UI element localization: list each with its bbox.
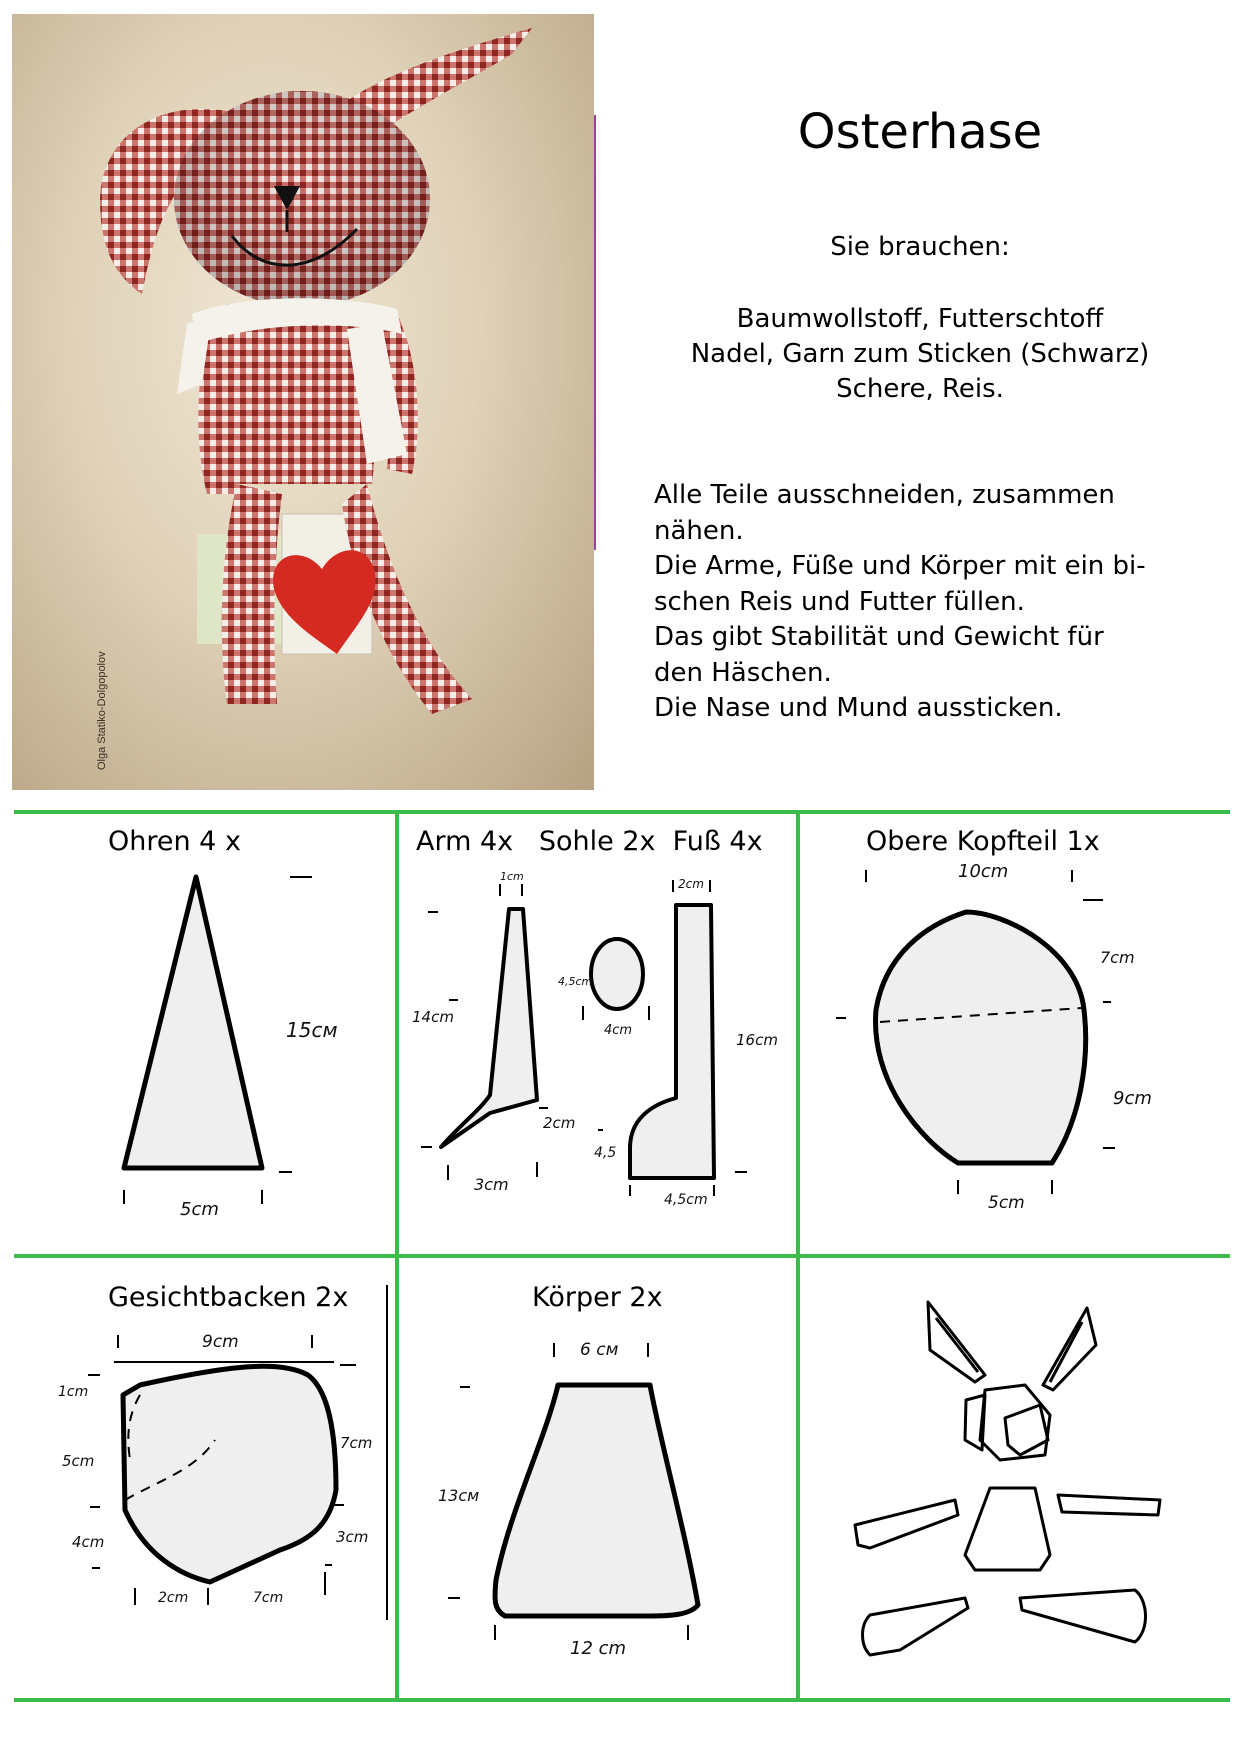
head-base-label: 5cm <box>988 1193 1025 1213</box>
sole-height-label: 4,5cm <box>558 975 593 988</box>
sketch-arm-right <box>1058 1495 1160 1515</box>
arm-base-label: 3cm <box>474 1175 509 1194</box>
sketch-body <box>965 1488 1050 1570</box>
sketch-leg-left <box>863 1598 969 1655</box>
arm-pattern <box>441 909 537 1147</box>
body-title: Körper 2x <box>532 1282 663 1313</box>
instruction-line: Die Nase und Mund aussticken. <box>654 693 1063 723</box>
leg-base-label: 4,5cm <box>664 1192 708 1208</box>
ears-title: Ohren 4 x <box>108 826 241 857</box>
ear-base-label: 5cm <box>180 1199 219 1220</box>
cheek-left-small-label: 1cm <box>58 1384 89 1400</box>
head-width-label: 10cm <box>958 861 1009 882</box>
cheek-left-low-label: 4cm <box>72 1533 105 1551</box>
body-height-label: 13cм <box>438 1486 480 1505</box>
leg-side-label: 4,5 <box>594 1145 617 1161</box>
leg-pattern <box>630 905 714 1178</box>
head-upper-label: 7cm <box>1100 948 1135 967</box>
instruction-line: schen Reis und Futter füllen. <box>654 586 1025 617</box>
sketch-head <box>980 1385 1050 1460</box>
sole-pattern <box>591 939 643 1009</box>
cheek-left-label: 5cm <box>62 1452 95 1470</box>
cheek-pattern <box>123 1366 336 1582</box>
photo-credit: Olga Statiko-Dolgopolov <box>96 651 108 770</box>
instruction-line: nähen. <box>654 515 744 546</box>
arm-height-label: 14cm <box>412 1008 454 1026</box>
cheek-right-low-label: 3cm <box>336 1528 369 1546</box>
ear-height-label: 15cм <box>286 1018 338 1042</box>
sketch-arm-left <box>855 1500 958 1548</box>
head-top-title: Obere Kopfteil 1x <box>866 826 1100 857</box>
assembly-sketch <box>855 1302 1160 1655</box>
arm-foot-label: 2cm <box>543 1114 576 1132</box>
ear-pattern <box>124 877 262 1168</box>
materials-heading: Sie brauchen: <box>830 232 1010 262</box>
sketch-cheek-left <box>965 1395 985 1450</box>
material-line: Baumwollstoff, Futterschtoff <box>736 304 1104 334</box>
material-line: Nadel, Garn zum Sticken (Schwarz) <box>690 339 1150 369</box>
sketch-leg-right <box>1020 1590 1146 1642</box>
body-base-label: 12 cm <box>570 1638 627 1659</box>
arm-top-label: 1cm <box>500 870 524 883</box>
instruction-line: Das gibt Stabilität und Gewicht für <box>654 622 1104 652</box>
body-pattern <box>495 1385 698 1616</box>
limbs-title: Arm 4x Sohle 2x Fuß 4x <box>416 826 763 857</box>
cheek-bottom-right-label: 7cm <box>253 1590 284 1606</box>
leg-top-label: 2cm <box>678 877 704 891</box>
cheek-top-label: 9cm <box>202 1332 239 1352</box>
leg-height-label: 16cm <box>736 1031 778 1049</box>
page-title: Osterhase <box>797 104 1043 160</box>
body-top-label: 6 cм <box>580 1340 619 1360</box>
sole-width-label: 4cm <box>604 1023 633 1038</box>
cheeks-title: Gesichtbacken 2x <box>108 1282 349 1313</box>
instruction-line: den Häschen. <box>654 657 832 688</box>
head-top-pattern <box>876 912 1086 1163</box>
material-line: Schere, Reis. <box>836 374 1004 404</box>
instruction-line: Alle Teile ausschneiden, zusammen <box>654 480 1115 510</box>
head-lower-label: 9cm <box>1113 1088 1152 1109</box>
sketch-cheek-right <box>1005 1405 1048 1455</box>
cheek-right-label: 7cm <box>340 1434 373 1452</box>
instruction-line: Die Arme, Füße und Körper mit ein bi- <box>654 551 1146 581</box>
cheek-bottom-left-label: 2cm <box>158 1590 189 1606</box>
